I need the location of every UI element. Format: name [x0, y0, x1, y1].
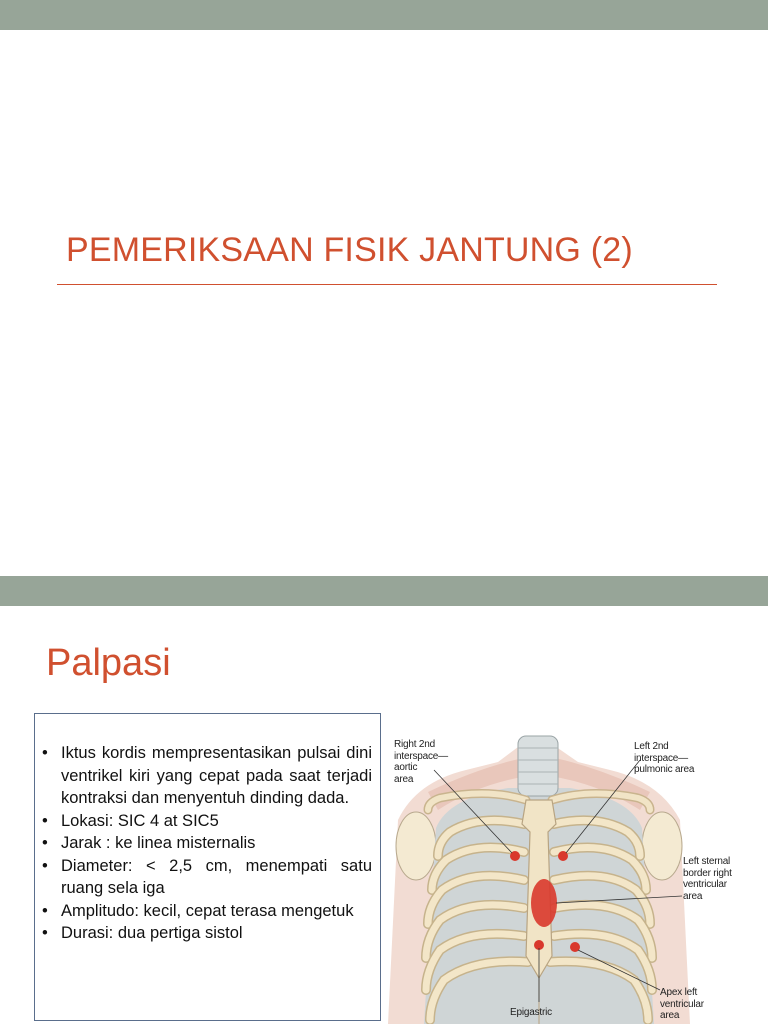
label-right-ventricular-area: Left sternal border right ventricular area [683, 856, 732, 902]
label-apex-area: Apex left ventricular area [660, 987, 704, 1021]
bullet-item [41, 855, 372, 900]
label-pulmonic-area: Left 2nd interspace— pulmonic area [634, 741, 695, 775]
bullet-dot: • [42, 856, 48, 875]
bullet-text: Jarak : ke linea misternalis [61, 834, 256, 852]
bullet-text-box [34, 713, 381, 1021]
slide-top-bar [0, 0, 768, 30]
bullet-item [41, 832, 372, 855]
content-slide [0, 576, 768, 1024]
bullet-dot: • [42, 811, 48, 830]
bullet-text: Diameter: < 2,5 cm, menempati satu ruang sela iga [61, 856, 372, 897]
bullet-dot: • [42, 744, 48, 762]
bullet-item [41, 810, 372, 833]
bullet-dot: • [42, 834, 48, 852]
slide-title: PEMERIKSAAN FISIK JANTUNG (2) [66, 231, 633, 269]
chest-anatomy-figure [388, 728, 768, 1024]
bullet-dot: • [42, 901, 48, 920]
label-aortic-area: Right 2nd interspace— aortic area [394, 739, 448, 785]
slide-top-bar [0, 576, 768, 606]
bullet-list [35, 714, 380, 945]
slide-heading: Palpasi [46, 642, 171, 684]
bullet-item [41, 742, 372, 810]
bullet-item [41, 922, 372, 945]
label-epigastric-area: Epigastric [510, 1007, 552, 1018]
bullet-dot: • [42, 924, 48, 942]
bullet-text: Amplitudo: kecil, cepat terasa mengetuk [61, 901, 354, 920]
bullet-item [41, 900, 372, 923]
bullet-text: Lokasi: SIC 4 at SIC5 [61, 811, 219, 830]
bullet-text: Iktus kordis mempresentasikan pulsai dini ventrikel kiri yang cepat pada saat terjadi kontraksi dan menyentuh dinding dada. [61, 744, 372, 807]
title-underline [57, 284, 717, 285]
bullet-text: Durasi: dua pertiga sistol [61, 924, 243, 942]
